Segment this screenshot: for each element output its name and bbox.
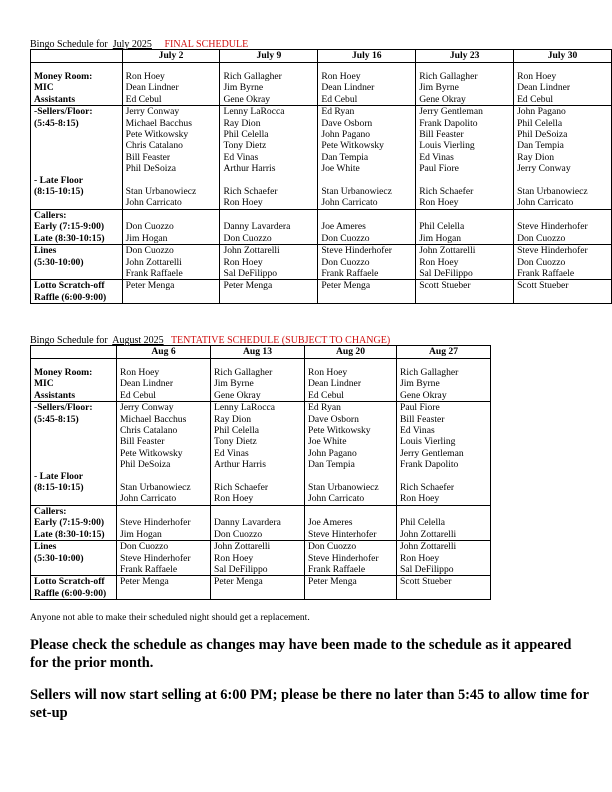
assignment-cell xyxy=(397,576,491,600)
schedule-row xyxy=(31,541,491,576)
volunteer-name: Pete Witkowsky xyxy=(120,447,183,459)
role-label-line: Late (8:30-10:15) xyxy=(34,232,105,244)
schedule-row xyxy=(31,280,612,304)
assignment-cell xyxy=(416,63,514,106)
role-label xyxy=(31,576,117,600)
role-label xyxy=(31,280,123,304)
role-label xyxy=(31,359,117,402)
volunteer-name: John Pagano xyxy=(517,106,566,118)
assignment-cell xyxy=(211,359,305,402)
volunteer-name: Ed Vinas xyxy=(400,425,435,437)
volunteer-name: Phil DeSoiza xyxy=(125,163,176,175)
august-caption-status: TENTATIVE SCHEDULE (SUBJECT TO CHANGE) xyxy=(170,335,391,346)
assignment-cell xyxy=(220,175,318,210)
volunteer-name: Stan Urbanowiecz xyxy=(120,482,191,494)
assignment-cell xyxy=(514,63,612,106)
volunteer-name: Steve Hinderhofer xyxy=(120,552,191,564)
volunteer-name: Don Cuozzo xyxy=(125,221,174,233)
role-label-line: (5:30-10:00) xyxy=(34,256,84,268)
volunteer-name: Dean Lindner xyxy=(125,82,179,94)
date-header: Aug 6 xyxy=(117,346,211,359)
assignment-cell xyxy=(122,280,220,304)
assignment-cell xyxy=(117,402,211,471)
assignment-cell xyxy=(117,471,211,506)
volunteer-name: Ron Hoey xyxy=(419,197,459,209)
volunteer-name: John Zottarelli xyxy=(125,256,182,268)
assignment-cell xyxy=(416,280,514,304)
volunteer-name: Sal DeFilippo xyxy=(419,267,473,279)
volunteer-name: Dean Lindner xyxy=(308,378,362,390)
role-label-line: Lines xyxy=(34,245,57,257)
volunteer-name: John Carricato xyxy=(517,197,574,209)
volunteer-name: Ron Hoey xyxy=(120,367,160,378)
volunteer-name: John Carricato xyxy=(308,493,365,505)
august-schedule-table xyxy=(30,345,491,600)
volunteer-name: Phil Celella xyxy=(214,425,260,437)
volunteer-name: Ed Cebul xyxy=(120,389,156,401)
volunteer-name: Rich Schaefer xyxy=(214,482,269,494)
role-label xyxy=(31,209,123,244)
volunteer-name: Chris Catalano xyxy=(120,425,178,437)
volunteer-name: Ray Dion xyxy=(214,413,252,425)
volunteer-name: Ron Hoey xyxy=(308,367,348,378)
assignment-cell xyxy=(305,541,397,576)
volunteer-name: Ed Vinas xyxy=(419,151,454,163)
volunteer-name: Lenny LaRocca xyxy=(214,402,275,414)
role-label-line: Lotto Scratch-off xyxy=(34,280,105,292)
date-header: July 16 xyxy=(318,50,416,63)
july-caption-status: FINAL SCHEDULE xyxy=(164,39,249,50)
july-schedule-table xyxy=(30,49,612,304)
volunteer-name: Jerry Gentleman xyxy=(419,106,483,118)
role-label-line: Early (7:15-9:00) xyxy=(34,517,105,529)
volunteer-name: Rich Schaefer xyxy=(400,482,455,494)
assignment-cell xyxy=(397,471,491,506)
role-label-line: Money Room: xyxy=(34,71,93,82)
role-label xyxy=(31,541,117,576)
assignment-cell xyxy=(122,245,220,280)
volunteer-name: Ed Vinas xyxy=(223,151,259,163)
role-label-line: - Late Floor xyxy=(34,174,84,186)
date-header: July 9 xyxy=(220,50,318,63)
august-caption-prefix: Bingo Schedule for xyxy=(30,335,108,346)
volunteer-name: Phil Celella xyxy=(419,221,465,233)
july-caption-prefix: Bingo Schedule for xyxy=(30,39,108,50)
volunteer-name: Ron Hoey xyxy=(214,493,254,505)
volunteer-name: Bill Feaster xyxy=(125,151,171,163)
assignment-cell xyxy=(318,106,416,175)
date-header: July 30 xyxy=(514,50,612,63)
volunteer-name: Don Cuozzo xyxy=(120,541,169,553)
volunteer-name: Ed Ryan xyxy=(321,106,355,118)
volunteer-name: Frank Raffaele xyxy=(125,267,183,279)
volunteer-name: Dave Osborn xyxy=(321,117,373,129)
volunteer-name: Jim Hogan xyxy=(419,232,462,244)
role-label-line: -Sellers/Floor: xyxy=(34,402,93,414)
schedule-row xyxy=(31,245,612,280)
role-label xyxy=(31,402,117,471)
volunteer-name: Peter Menga xyxy=(125,280,175,292)
volunteer-name: John Carricato xyxy=(120,493,177,505)
volunteer-name: Ron Hoey xyxy=(419,256,459,268)
volunteer-name: Michael Bacchus xyxy=(125,117,192,129)
volunteer-name: Frank Raffaele xyxy=(321,267,379,279)
volunteer-name: Sal DeFilippo xyxy=(214,563,268,575)
volunteer-name: Frank Dapolito xyxy=(419,117,478,129)
role-label-line: (8:15-10:15) xyxy=(34,482,84,494)
volunteer-name: Arthur Harris xyxy=(214,459,266,471)
volunteer-name: Don Cuozzo xyxy=(308,541,357,553)
volunteer-name: Joe White xyxy=(321,163,360,175)
volunteer-name: Frank Dapolito xyxy=(400,459,459,471)
schedule-row xyxy=(31,505,491,540)
volunteer-name: Gene Okray xyxy=(214,389,261,401)
volunteer-name: Michael Bacchus xyxy=(120,413,187,425)
role-label-line: Money Room: xyxy=(34,367,93,378)
volunteer-name: Paul Fiore xyxy=(419,163,459,175)
assignment-cell xyxy=(211,402,305,471)
volunteer-name: Stan Urbanowiecz xyxy=(321,186,392,198)
role-label xyxy=(31,175,123,210)
volunteer-name: Ron Hoey xyxy=(214,552,254,564)
role-label xyxy=(31,63,123,106)
role-label xyxy=(31,106,123,175)
volunteer-name: Bill Feaster xyxy=(419,129,464,141)
volunteer-name: Don Cuozzo xyxy=(125,245,174,257)
volunteer-name: Paul Fiore xyxy=(400,402,440,414)
volunteer-name: Dean Lindner xyxy=(321,82,375,94)
check-schedule-note: Please check the schedule as changes may have been made to the schedule as it appeared for the prior month. xyxy=(30,637,572,671)
volunteer-name: Ed Cebul xyxy=(321,93,358,105)
volunteer-name: Phil Celella xyxy=(223,129,269,141)
volunteer-name: John Zottarelli xyxy=(400,528,457,540)
volunteer-name: Joe Ameres xyxy=(308,517,353,529)
role-label-line: Lines xyxy=(34,541,57,553)
assignment-cell xyxy=(122,106,220,175)
volunteer-name: Bill Feaster xyxy=(400,413,445,425)
volunteer-name: John Zottarelli xyxy=(419,245,476,257)
role-label-line: Lotto Scratch-off xyxy=(34,576,105,588)
assignment-cell xyxy=(318,175,416,210)
volunteer-name: Pete Witkowsky xyxy=(321,140,384,152)
volunteer-name: Peter Menga xyxy=(214,576,263,588)
volunteer-name: Ray Dion xyxy=(517,151,555,163)
volunteer-name: Ray Dion xyxy=(223,117,261,129)
volunteer-name: Rich Gallagher xyxy=(214,367,273,378)
assignment-cell xyxy=(305,505,397,540)
volunteer-name: Sal DeFilippo xyxy=(223,267,278,279)
schedule-row xyxy=(31,175,612,210)
volunteer-name: Arthur Harris xyxy=(223,163,276,175)
volunteer-name: Frank Raffaele xyxy=(308,563,366,575)
volunteer-name: Jim Hogan xyxy=(125,232,168,244)
assignment-cell xyxy=(122,63,220,106)
role-label-line: MIC xyxy=(34,82,54,94)
volunteer-name: Don Cuozzo xyxy=(214,528,263,540)
volunteer-name: Don Cuozzo xyxy=(321,232,370,244)
assignment-cell xyxy=(514,106,612,175)
role-label xyxy=(31,505,117,540)
volunteer-name: Bill Feaster xyxy=(120,436,165,448)
volunteer-name: Ron Hoey xyxy=(400,552,440,564)
role-label-line: Early (7:15-9:00) xyxy=(34,221,105,233)
assignment-cell xyxy=(117,359,211,402)
volunteer-name: Steve Hinterhofer xyxy=(308,528,377,540)
volunteer-name: Dean Lindner xyxy=(517,82,571,94)
volunteer-name: Gene Okray xyxy=(419,93,466,105)
assignment-cell xyxy=(514,209,612,244)
volunteer-name: Rich Gallagher xyxy=(400,367,459,378)
role-label-line: Callers: xyxy=(34,505,67,517)
role-label xyxy=(31,471,117,506)
volunteer-name: Danny Lavardera xyxy=(223,221,291,233)
volunteer-name: Steve Hinderhofer xyxy=(308,552,379,564)
assignment-cell xyxy=(220,209,318,244)
date-header: Aug 13 xyxy=(211,346,305,359)
volunteer-name: Dean Lindner xyxy=(120,378,174,390)
role-label-line: Raffle (6:00-9:00) xyxy=(34,587,107,599)
volunteer-name: Phil Celella xyxy=(517,117,563,129)
volunteer-name: John Zottarelli xyxy=(214,541,271,553)
schedule-row xyxy=(31,209,612,244)
assignment-cell xyxy=(397,359,491,402)
assignment-cell xyxy=(397,505,491,540)
volunteer-name: Pete Witkowsky xyxy=(308,425,371,437)
date-header: July 23 xyxy=(416,50,514,63)
role-label-line: (5:45-8:15) xyxy=(34,117,79,129)
volunteer-name: John Zottarelli xyxy=(400,541,457,553)
role-label-line: (5:45-8:15) xyxy=(34,413,79,425)
volunteer-name: John Carricato xyxy=(125,197,182,209)
assignment-cell xyxy=(220,106,318,175)
assignment-cell xyxy=(318,245,416,280)
volunteer-name: Peter Menga xyxy=(321,280,371,292)
volunteer-name: Danny Lavardera xyxy=(214,517,281,529)
volunteer-name: Chris Catalano xyxy=(125,140,183,152)
assignment-cell xyxy=(318,63,416,106)
assignment-cell xyxy=(305,471,397,506)
volunteer-name: Tony Dietz xyxy=(223,140,267,152)
role-label-line: MIC xyxy=(34,378,54,390)
volunteer-name: Ron Hoey xyxy=(223,197,263,209)
role-label xyxy=(31,245,123,280)
assignment-cell xyxy=(117,576,211,600)
assignment-cell xyxy=(117,505,211,540)
volunteer-name: Ron Hoey xyxy=(321,71,361,82)
volunteer-name: Dan Tempia xyxy=(321,151,369,163)
volunteer-name: Ron Hoey xyxy=(517,71,557,82)
role-label-line: Assistants xyxy=(34,389,76,401)
assignment-cell xyxy=(397,541,491,576)
volunteer-name: Jim Byrne xyxy=(400,378,440,390)
volunteer-name: Ron Hoey xyxy=(125,71,165,82)
schedule-row xyxy=(31,359,491,402)
volunteer-name: Steve Hinderhofer xyxy=(120,517,191,529)
assignment-cell xyxy=(305,402,397,471)
july-caption-month: July 2025 xyxy=(112,39,152,50)
volunteer-name: Dan Tempia xyxy=(517,140,564,152)
volunteer-name: Rich Schaefer xyxy=(223,186,278,198)
header-row xyxy=(31,346,491,359)
assignment-cell xyxy=(514,245,612,280)
volunteer-name: Joe Ameres xyxy=(321,221,366,233)
assignment-cell xyxy=(305,359,397,402)
volunteer-name: Ed Cebul xyxy=(125,93,162,105)
volunteer-name: Jerry Conway xyxy=(517,163,571,175)
volunteer-name: Don Cuozzo xyxy=(517,256,566,268)
schedule-row xyxy=(31,106,612,175)
volunteer-name: Ed Cebul xyxy=(308,389,344,401)
volunteer-name: John Zottarelli xyxy=(223,245,280,257)
assignment-cell xyxy=(211,471,305,506)
role-label-line: -Sellers/Floor: xyxy=(34,106,93,118)
volunteer-name: Phil DeSoiza xyxy=(120,459,171,471)
volunteer-name: Rich Schaefer xyxy=(419,186,474,198)
assignment-cell xyxy=(318,209,416,244)
assignment-cell xyxy=(122,209,220,244)
volunteer-name: Scott Stueber xyxy=(419,280,471,292)
role-label-line: Assistants xyxy=(34,93,76,105)
schedule-row xyxy=(31,63,612,106)
sellers-time-note: Sellers will now start selling at 6:00 PM; please be there no later than 5:45 to allow time for set-up xyxy=(30,687,589,721)
volunteer-name: Jerry Conway xyxy=(125,106,180,118)
volunteer-name: Jim Byrne xyxy=(419,82,459,94)
volunteer-name: Joe White xyxy=(308,436,347,448)
assignment-cell xyxy=(122,175,220,210)
volunteer-name: Jerry Gentleman xyxy=(400,447,464,459)
schedule-row xyxy=(31,576,491,600)
volunteer-name: Stan Urbanowiecz xyxy=(308,482,379,494)
volunteer-name: Don Cuozzo xyxy=(321,256,370,268)
volunteer-name: Gene Okray xyxy=(400,389,447,401)
assignment-cell xyxy=(514,280,612,304)
volunteer-name: Jim Byrne xyxy=(214,378,254,390)
volunteer-name: Jerry Conway xyxy=(120,402,174,414)
volunteer-name: Sal DeFilippo xyxy=(400,563,454,575)
role-label-line: Callers: xyxy=(34,209,67,221)
volunteer-name: Frank Raffaele xyxy=(517,267,575,279)
assignment-cell xyxy=(220,280,318,304)
assignment-cell xyxy=(211,541,305,576)
role-label-line: - Late Floor xyxy=(34,470,84,482)
volunteer-name: Peter Menga xyxy=(120,576,169,588)
volunteer-name: Peter Menga xyxy=(308,576,357,588)
august-caption-month: August 2025 xyxy=(112,335,164,346)
volunteer-name: Frank Raffaele xyxy=(120,563,178,575)
assignment-cell xyxy=(211,576,305,600)
volunteer-name: Jim Hogan xyxy=(120,528,162,540)
assignment-cell xyxy=(416,209,514,244)
volunteer-name: Ed Cebul xyxy=(517,93,554,105)
volunteer-name: Steve Hinderhofer xyxy=(517,221,588,233)
date-header: July 2 xyxy=(122,50,220,63)
volunteer-name: Don Cuozzo xyxy=(517,232,566,244)
assignment-cell xyxy=(220,245,318,280)
volunteer-name: John Pagano xyxy=(308,447,357,459)
volunteer-name: Jim Byrne xyxy=(223,82,264,94)
volunteer-name: Louis Vierling xyxy=(419,140,475,152)
date-header: Aug 27 xyxy=(397,346,491,359)
volunteer-name: John Pagano xyxy=(321,129,371,141)
assignment-cell xyxy=(220,63,318,106)
volunteer-name: Scott Stueber xyxy=(400,576,452,588)
volunteer-name: Scott Stueber xyxy=(517,280,569,292)
volunteer-name: Dan Tempia xyxy=(308,459,355,471)
assignment-cell xyxy=(514,175,612,210)
volunteer-name: Phil DeSoiza xyxy=(517,129,568,141)
volunteer-name: Tony Dietz xyxy=(214,436,257,448)
role-label-line: Late (8:30-10:15) xyxy=(34,528,105,540)
schedule-row xyxy=(31,402,491,471)
header-row xyxy=(31,50,612,63)
role-label-line: (5:30-10:00) xyxy=(34,552,84,564)
assignment-cell xyxy=(416,106,514,175)
volunteer-name: Gene Okray xyxy=(223,93,271,105)
volunteer-name: Ron Hoey xyxy=(223,256,263,268)
replacement-note: Anyone not able to make their scheduled night should get a replacement. xyxy=(30,612,310,623)
assignment-cell xyxy=(117,541,211,576)
assignment-cell xyxy=(397,402,491,471)
schedule-row xyxy=(31,471,491,506)
volunteer-name: Rich Gallagher xyxy=(419,71,478,82)
date-header: Aug 20 xyxy=(305,346,397,359)
volunteer-name: Rich Gallagher xyxy=(223,71,282,82)
volunteer-name: Phil Celella xyxy=(400,517,446,529)
volunteer-name: Dave Osborn xyxy=(308,413,359,425)
volunteer-name: Louis Vierling xyxy=(400,436,456,448)
volunteer-name: Lenny LaRocca xyxy=(223,106,285,118)
volunteer-name: Pete Witkowsky xyxy=(125,129,189,141)
volunteer-name: Peter Menga xyxy=(223,280,273,292)
assignment-cell xyxy=(305,576,397,600)
assignment-cell xyxy=(416,175,514,210)
assignment-cell xyxy=(416,245,514,280)
assignment-cell xyxy=(211,505,305,540)
volunteer-name: Steve Hinderhofer xyxy=(321,245,392,257)
volunteer-name: Ed Vinas xyxy=(214,447,249,459)
assignment-cell xyxy=(318,280,416,304)
volunteer-name: Stan Urbanowiecz xyxy=(517,186,588,198)
header-blank xyxy=(31,346,117,359)
volunteer-name: Ron Hoey xyxy=(400,493,440,505)
header-blank xyxy=(31,50,123,63)
volunteer-name: Steve Hinderhofer xyxy=(517,245,588,257)
volunteer-name: John Carricato xyxy=(321,197,378,209)
volunteer-name: Don Cuozzo xyxy=(223,232,272,244)
volunteer-name: Stan Urbanowiecz xyxy=(125,186,197,198)
volunteer-name: Ed Ryan xyxy=(308,402,341,414)
role-label-line: Raffle (6:00-9:00) xyxy=(34,291,107,303)
role-label-line: (8:15-10:15) xyxy=(34,186,84,198)
